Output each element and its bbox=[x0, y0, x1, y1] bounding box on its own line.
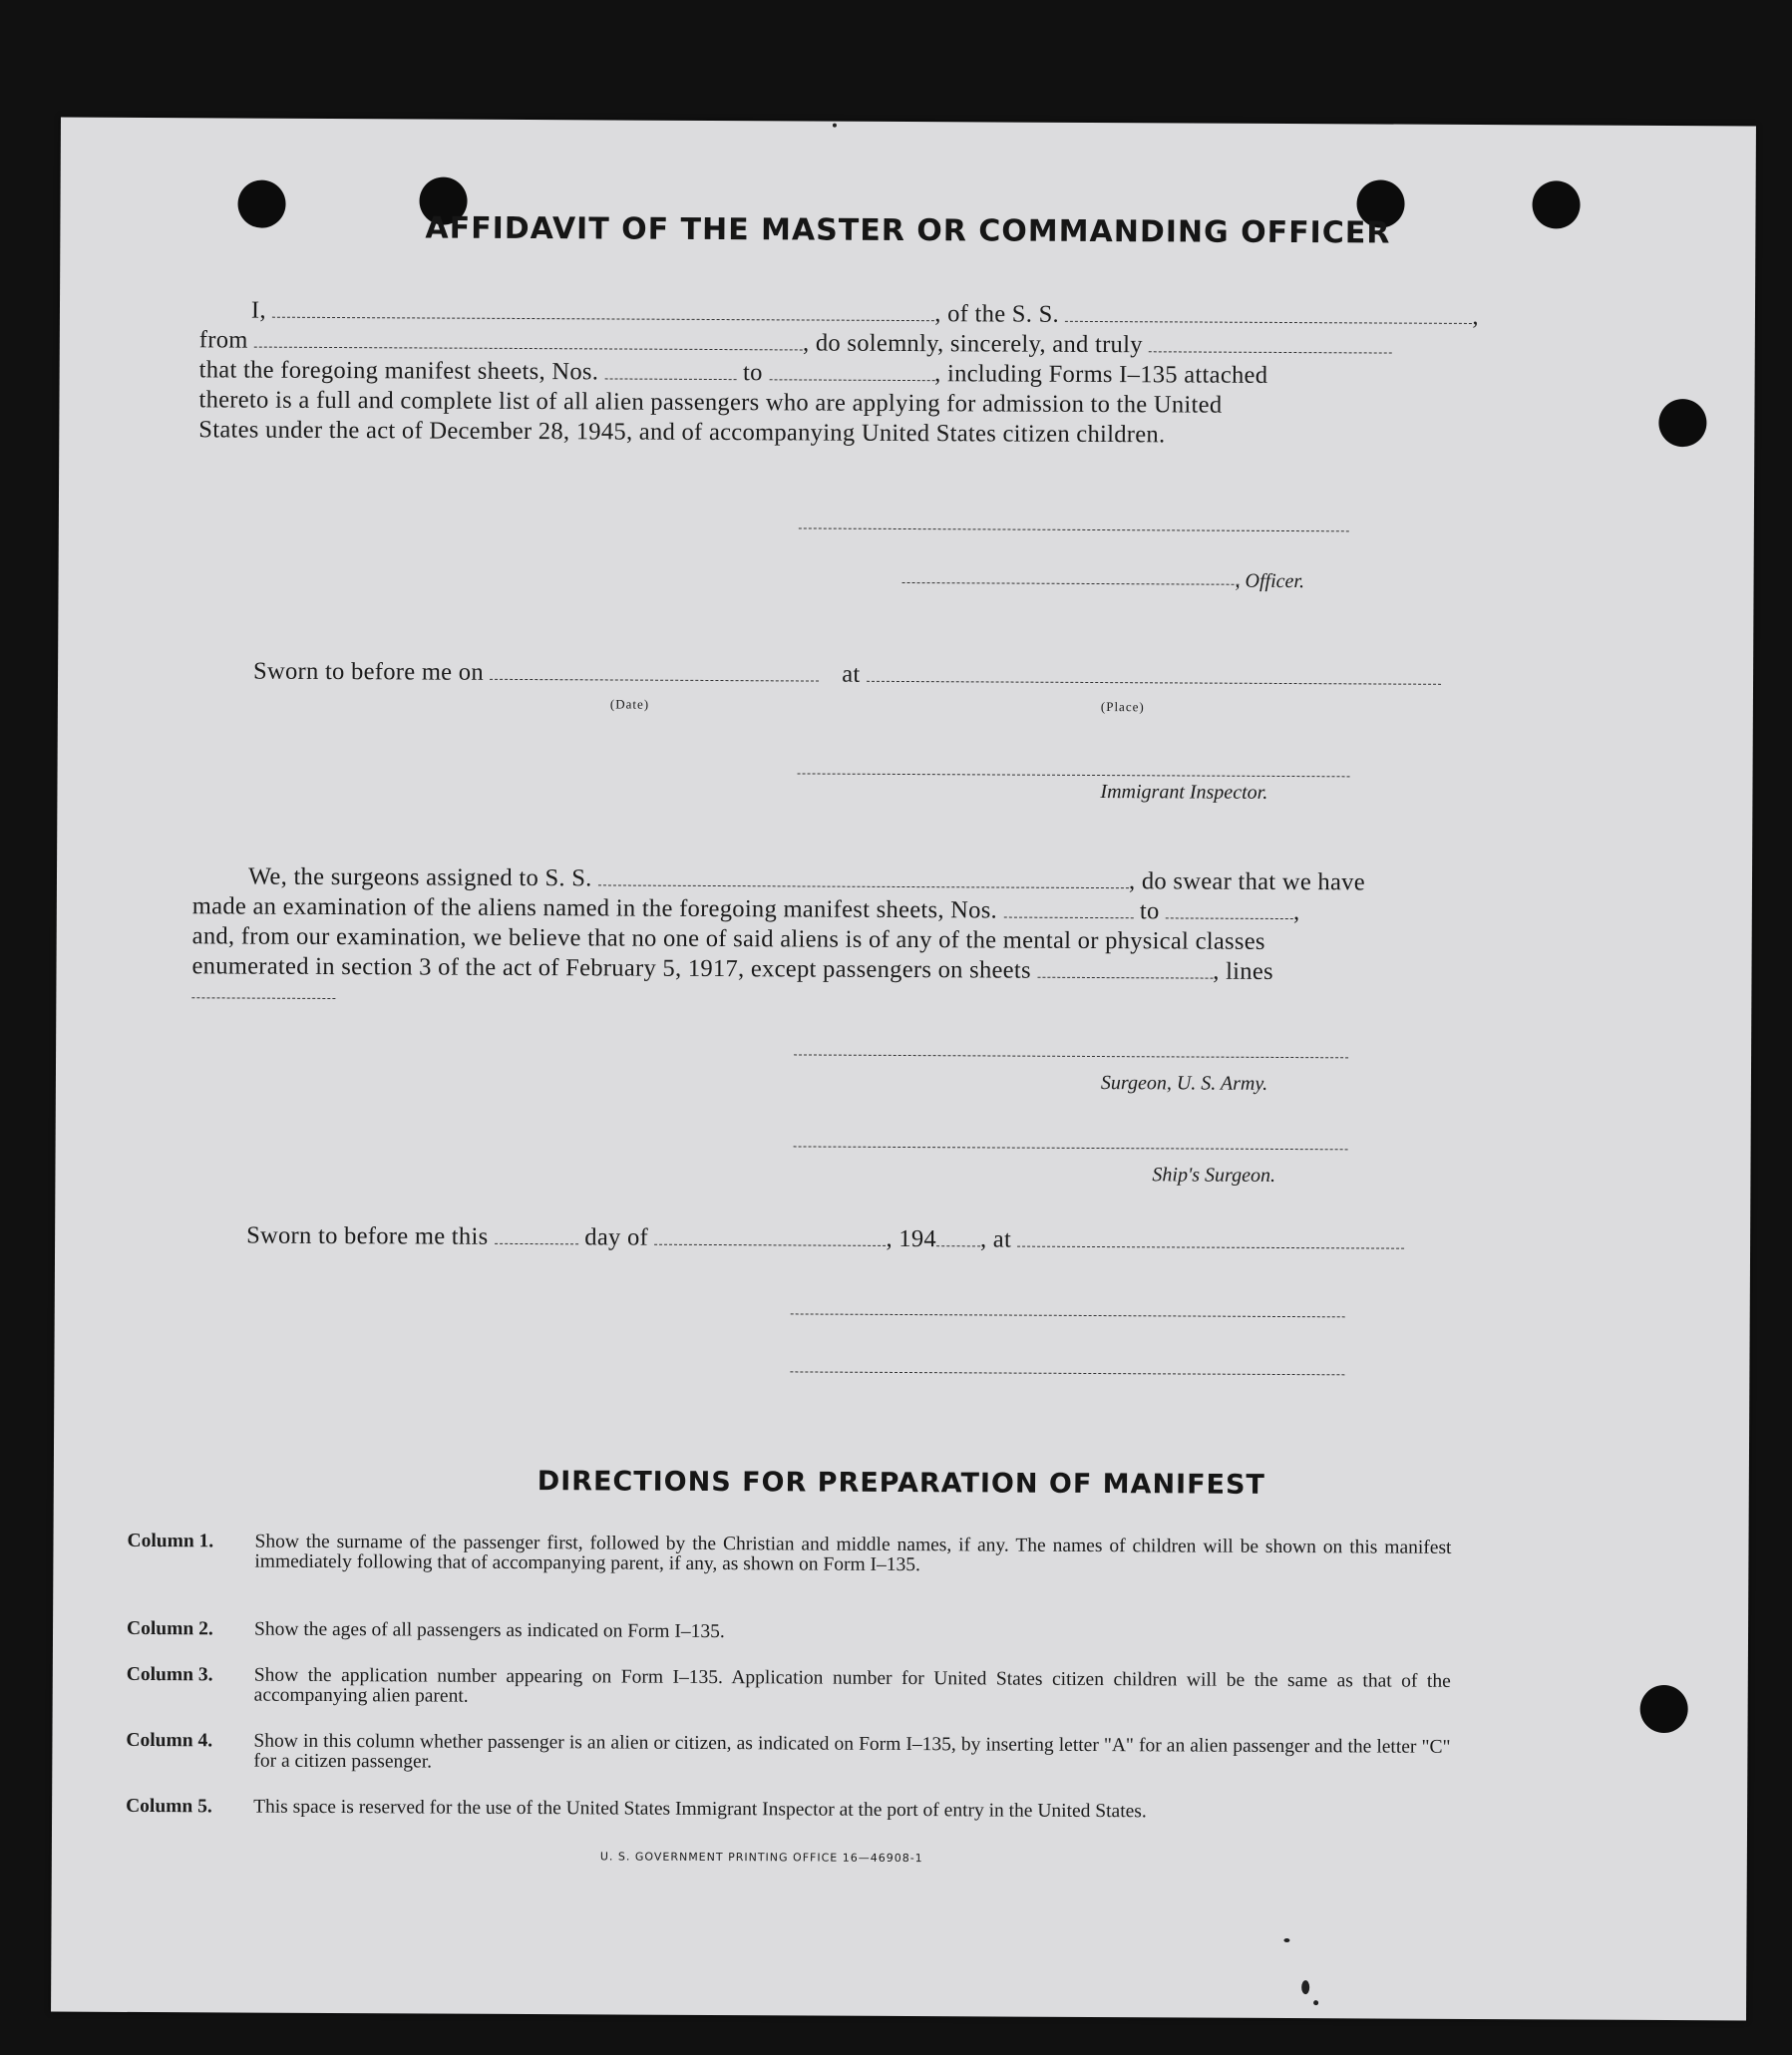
column-text: Show the surname of the passenger first, followed by the Christian and middle names, if any. The names of children will be shown on this manifest immediately following that of accompanying parent, if any, as shown on Form I–135. bbox=[254, 1531, 1452, 1576]
column-text: Show in this column whether passenger is an alien or citizen, as indicated on Form I–135, by inserting letter "A" for an alien passenger and the letter "C" for a citizen passenger. bbox=[253, 1730, 1451, 1773]
direction-column-4 bbox=[126, 1729, 1453, 1773]
scan-speck bbox=[1313, 2000, 1318, 2005]
column-label: Column 4. bbox=[126, 1729, 213, 1752]
affidavit-title: AFFIDAVIT OF THE MASTER OR COMMANDING OFFICER bbox=[425, 210, 1391, 251]
surgeons-line-1: We, the surgeons assigned to S. S. , do swear that we have bbox=[247, 862, 1365, 896]
surgeons-line-3: and, from our examination, we believe that no one of said aliens is of any of the mental or physical classes bbox=[191, 922, 1265, 955]
signature-line bbox=[902, 582, 1240, 585]
column-label: Column 5. bbox=[126, 1795, 212, 1818]
form-page bbox=[51, 118, 1756, 2021]
lines-blank bbox=[191, 997, 335, 999]
signature-line bbox=[790, 1371, 1344, 1375]
printing-office-footer: U. S. GOVERNMENT PRINTING OFFICE 16—46908-1 bbox=[599, 1850, 923, 1866]
direction-column-1 bbox=[127, 1530, 1454, 1576]
column-text: Show the application number appearing on Form I–135. Application number for United States citizen children will be the same as that of the accompanying alien parent. bbox=[253, 1664, 1451, 1707]
scan-speck bbox=[1301, 1980, 1309, 1994]
affidavit-line-1: I, , of the S. S. , bbox=[250, 296, 1479, 331]
surgeons-line-4: enumerated in section 3 of the act of February 5, 1917, except passengers on sheets , lines bbox=[191, 952, 1273, 985]
directions-title: DIRECTIONS FOR PREPARATION OF MANIFEST bbox=[537, 1466, 1265, 1501]
column-text: This space is reserved for the use of the United States Immigrant Inspector at the port of entry in the United States. bbox=[253, 1796, 1147, 1823]
punch-hole bbox=[1658, 399, 1706, 447]
place-caption: (Place) bbox=[1100, 699, 1145, 715]
inspector-label: Immigrant Inspector. bbox=[1100, 781, 1268, 804]
date-caption: (Date) bbox=[609, 696, 650, 712]
affidavit-line-3: that the foregoing manifest sheets, Nos. to , including Forms I–135 attached bbox=[198, 356, 1268, 389]
affidavit-line-5: States under the act of December 28, 1945, and of accompanying United States citizen children. bbox=[198, 416, 1166, 449]
affidavit-line-4: thereto is a full and complete list of all alien passengers who are applying for admission to the United bbox=[198, 386, 1223, 419]
punch-hole bbox=[1640, 1685, 1688, 1733]
column-text: Show the ages of all passengers as indicated on Form I–135. bbox=[253, 1618, 725, 1643]
direction-column-5 bbox=[126, 1795, 1452, 1823]
direction-column-2 bbox=[126, 1617, 1453, 1643]
scan-speck bbox=[1283, 1938, 1289, 1942]
affidavit-line-2: from , do solemnly, sincerely, and truly bbox=[199, 325, 1393, 361]
surgeon-army-label: Surgeon, U. S. Army. bbox=[1100, 1072, 1268, 1095]
officer-label: , Officer. bbox=[1235, 569, 1305, 593]
scan-speck bbox=[833, 124, 837, 128]
column-label: Column 2. bbox=[126, 1617, 213, 1640]
signature-line bbox=[791, 1313, 1345, 1317]
signature-line bbox=[798, 773, 1350, 777]
sworn-line-1: Sworn to before me on at bbox=[253, 657, 1441, 693]
signature-line bbox=[794, 1054, 1348, 1058]
column-label: Column 1. bbox=[127, 1530, 214, 1552]
signature-line bbox=[799, 527, 1349, 531]
direction-column-3 bbox=[126, 1663, 1453, 1707]
signature-line bbox=[794, 1146, 1348, 1150]
ship-surgeon-label: Ship's Surgeon. bbox=[1152, 1164, 1276, 1187]
sworn-line-2: Sworn to before me this day of , 194 , at bbox=[246, 1221, 1405, 1257]
surgeons-line-2: made an examination of the aliens named in the foregoing manifest sheets, Nos. to , bbox=[191, 892, 1300, 926]
column-label: Column 3. bbox=[126, 1663, 213, 1686]
